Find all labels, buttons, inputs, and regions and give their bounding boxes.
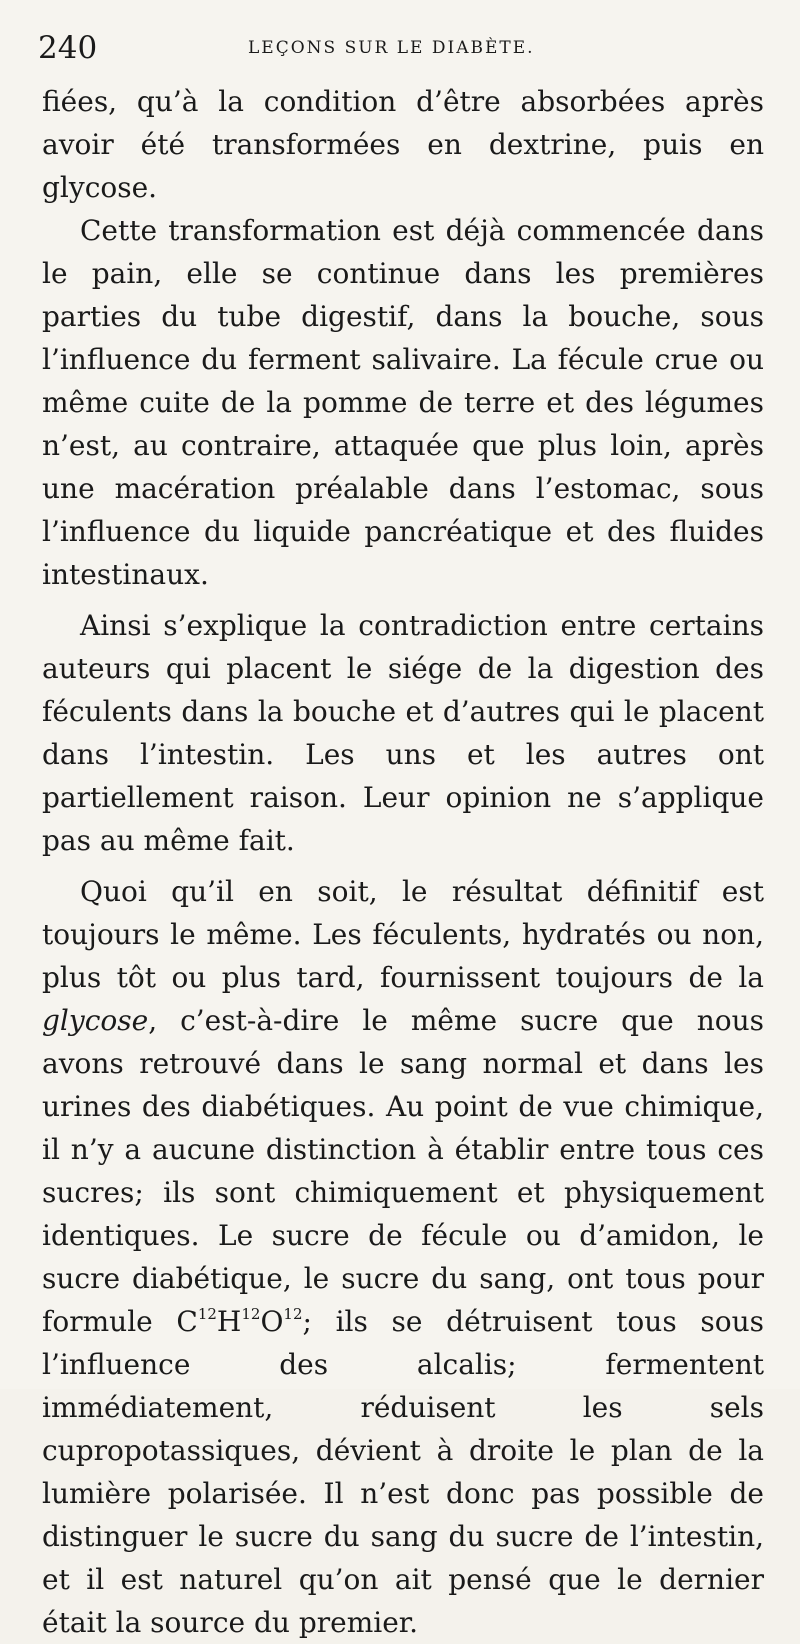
formula-hydrogen: H [216,1305,242,1338]
running-head: LEÇONS SUR LE DIABÈTE. [248,38,535,58]
text-segment: , c’est-à-dire le même sucre que nous avons retrouvé dans le sang normal et dans les urines des diabétiques. Au point de vue chimique, il n’y a aucune distinction à établir entre tous ces sucres; ils sont chimiquement et physiquement identiques. Le sucre de fécule ou d’amidon, le sucre diabétique, le sucre du sang, ont tous pour formule [42,1004,764,1338]
paragraph-contradiction: Ainsi s’explique la contradiction entre certains auteurs qui placent le siége de la digestion des féculents dans la bouche et d’autres qui le placent dans l’intestin. Les uns et les autres ont partiellement raison. Leur opinion ne s’applique pas au même fait. [42,609,764,857]
paragraph-continued: fiées, qu’à la condition d’être absorbées après avoir été transformées en dextrine, puis en glycose. [42,85,764,204]
formula-carbon: C [176,1305,198,1338]
formula-hydrogen-count: 12 [241,1305,261,1323]
paragraph-glycose [42,870,764,1644]
page-header [38,30,770,70]
chemical-formula [176,1305,302,1338]
page-number: 240 [38,30,98,66]
page-body [42,80,764,1644]
formula-oxygen: O [260,1305,284,1338]
text-segment: Quoi qu’il en soit, le résultat définitif est toujours le même. Les féculents, hydratés ou non, plus tôt ou plus tard, fournissent toujours de la [42,875,764,994]
text-segment: ; ils se détruisent tous sous l’influence des alcalis; fermentent immédiatement, réduisent les sels cupropotassiques, dévient à droite le plan de la lumière polarisée. Il n’est donc pas possible de distinguer le sucre du sang du sucre de l’intestin, et il est naturel qu’on ait pensé que le dernier était la source du premier. [42,1305,764,1639]
paragraph-transformation: Cette transformation est déjà commencée dans le pain, elle se continue dans les premières parties du tube digestif, dans la bouche, sous l’influence du ferment salivaire. La fécule crue ou même cuite de la pomme de terre et des légumes n’est, au contraire, attaquée que plus loin, après une macération préalable dans l’estomac, sous l’influence du liquide pancréatique et des fluides intestinaux. [42,214,764,591]
glycose-term: glycose [42,1004,149,1037]
formula-oxygen-count: 12 [283,1305,303,1323]
formula-carbon-count: 12 [197,1305,217,1323]
